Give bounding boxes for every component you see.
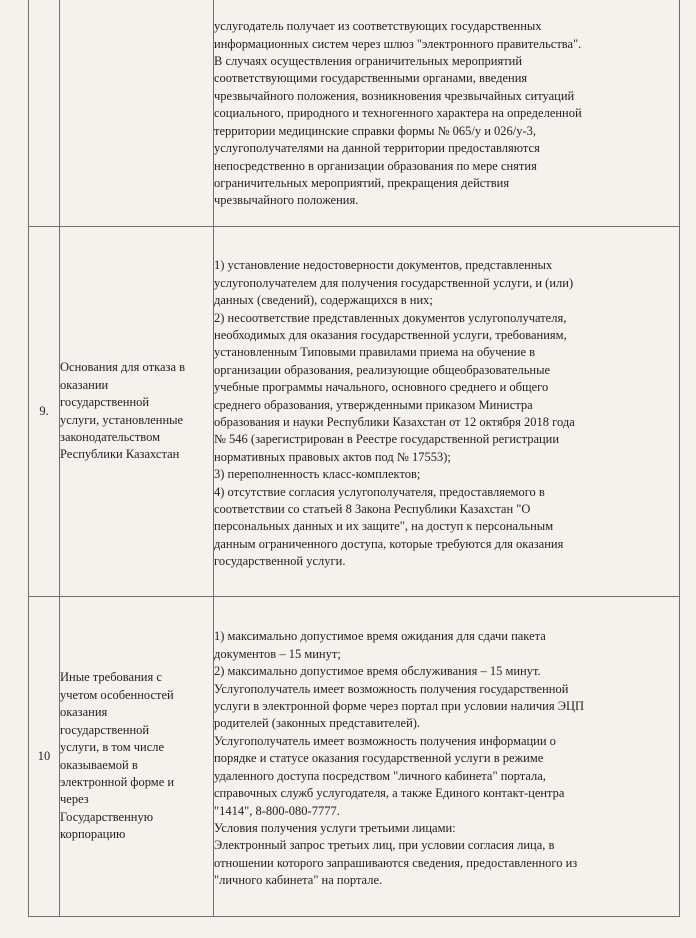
row-content-line: услугополучателем для получения государственной услуги, и (или) <box>214 275 574 290</box>
row-content-line: отношении которого запрашиваются сведения, предоставленного из <box>214 855 578 870</box>
row-name-line: оказания <box>60 705 108 720</box>
row-content-line: необходимых для оказания государственной услуги, требованиям, <box>214 327 567 342</box>
row-name-line: Основания для отказа в <box>60 360 186 375</box>
table-row <box>29 0 680 227</box>
row-content-line: нормативных правовых актов под № 17553); <box>214 449 451 464</box>
row-name-cell <box>60 597 214 917</box>
row-content-line: порядке и статусе оказания государственной услуги в режиме <box>214 751 544 766</box>
row-content-line: социального, природного и техногенного характера на определенной <box>214 106 582 121</box>
row-content-line: Услугополучатель имеет возможность получения информации о <box>214 733 556 748</box>
row-content-line: 2) несоответствие представленных документов услугополучателя, <box>214 310 567 325</box>
row-number-cell <box>29 0 60 227</box>
row-content-line: "1414", 8-800-080-7777. <box>214 803 340 818</box>
row-name-cell <box>60 0 214 227</box>
row-name-line: государственной <box>60 722 150 737</box>
row-content-line: услуги в электронной форме через портал при условии наличия ЭЦП <box>214 699 585 714</box>
row-name-line: оказании <box>60 377 109 392</box>
row-content-line: персональных данных и их защите", на доступ к персональным <box>214 519 554 534</box>
service-standard-table <box>28 0 680 917</box>
row-number-cell: 10 <box>29 597 60 917</box>
row-content-line: В случаях осуществления ограничительных мероприятий <box>214 54 523 69</box>
row-content-line: данных (сведений), содержащихся в них; <box>214 293 433 308</box>
row-name-line: оказываемой в <box>60 757 138 772</box>
row-name-line: через <box>60 792 89 807</box>
row-content-line: учебные программы начального, основного среднего и общего <box>214 380 549 395</box>
row-content-line: Условия получения услуги третьими лицами: <box>214 820 456 835</box>
row-content-line: ограничительных мероприятий, прекращения действия <box>214 175 510 190</box>
row-content-line: № 546 (зарегистрирован в Реестре государственной регистрации <box>214 432 560 447</box>
row-name-cell <box>60 227 214 597</box>
row-content-line: 1) максимально допустимое время ожидания для сдачи пакета <box>214 629 546 644</box>
row-content-line: соответствии со статьей 8 Закона Республики Казахстан "О <box>214 502 531 517</box>
row-content-line: родителей (законных представителей). <box>214 716 421 731</box>
row-name-line: услуги, установленные <box>60 412 184 427</box>
row-content-line: государственной услуги. <box>214 554 346 569</box>
row-name-line: Республики Казахстан <box>60 447 180 462</box>
row-content-cell <box>214 227 680 597</box>
row-content-line: организации образования, реализующие общеобразовательные <box>214 362 551 377</box>
row-content-line: справочных служб услугодателя, а также Единого контакт-центра <box>214 786 565 801</box>
row-content-line: чрезвычайного положения. <box>214 193 359 208</box>
row-name-line: законодательством <box>60 429 161 444</box>
table-row <box>29 227 680 597</box>
row-name-line: услуги, в том числе <box>60 740 165 755</box>
row-content-cell <box>214 597 680 917</box>
row-content-line: 3) переполненность класс-комплектов; <box>214 467 421 482</box>
row-content-line: информационных систем через шлюз "электронного правительства". <box>214 36 582 51</box>
row-content-line: Услугополучатель имеет возможность получения государственной <box>214 681 569 696</box>
row-number-cell: 9. <box>29 227 60 597</box>
row-content-line: 2) максимально допустимое время обслуживания – 15 минут. <box>214 664 541 679</box>
row-content-line: территории медицинские справки формы № 065/у и 026/у-3, <box>214 123 537 138</box>
row-content-line: 1) установление недостоверности документов, представленных <box>214 258 553 273</box>
row-content-line: услугополучателями на данной территории предоставляются <box>214 141 540 156</box>
row-content-line: услугодатель получает из соответствующих государственных <box>214 19 542 34</box>
row-name-line: учетом особенностей <box>60 687 174 702</box>
row-content-cell <box>214 0 680 227</box>
row-content-line: непосредственно в организации образования по мере снятия <box>214 158 537 173</box>
row-content-line: удаленного доступа посредством "личного кабинета" портала, <box>214 768 546 783</box>
row-content-line: соответствующими государственными органами, введения <box>214 71 528 86</box>
row-content-line: данным ограниченного доступа, которые требуются для оказания <box>214 536 564 551</box>
row-name-line: электронной форме и <box>60 774 175 789</box>
row-name-line: государственной <box>60 395 150 410</box>
row-content-line: документов – 15 минут; <box>214 646 341 661</box>
table-row <box>29 597 680 917</box>
row-content-line: чрезвычайного положения, возникновения чрезвычайных ситуаций <box>214 88 575 103</box>
row-content-line: среднего образования, утвержденными приказом Министра <box>214 397 533 412</box>
row-content-line: установленным Типовыми правилами приема на обучение в <box>214 345 536 360</box>
row-content-line: образования и науки Республики Казахстан от 12 октября 2018 года <box>214 415 575 429</box>
row-content-line: Электронный запрос третьих лиц, при условии согласия лица, в <box>214 838 555 853</box>
row-name-line: Иные требования с <box>60 670 162 685</box>
row-name-line: Государственную <box>60 809 154 824</box>
row-content-line: 4) отсутствие согласия услугополучателя, предоставляемого в <box>214 484 545 499</box>
row-content-line: "личного кабинета" на портале. <box>214 873 383 888</box>
row-name-line: корпорацию <box>60 827 126 842</box>
